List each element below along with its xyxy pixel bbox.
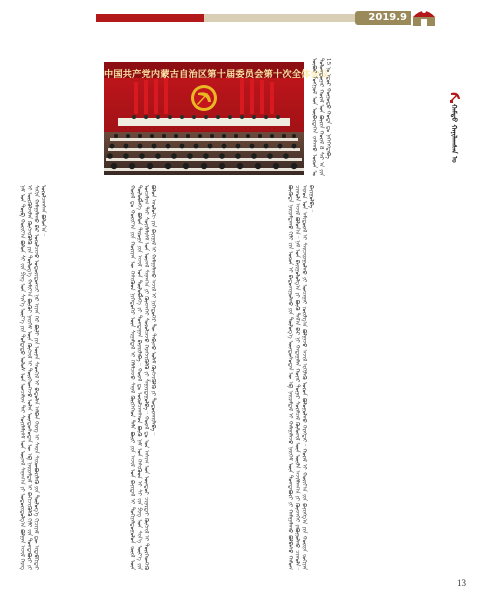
photo-caption: ᠦᠪᠦᠷ ᠮᠣᠩᠭᠣᠯ ᠤᠨ ᠥᠪᠡᠷᠲᠡᠭᠡᠨ ᠵᠠᠰᠠᠬᠤ ᠣᠷᠤᠨ ᠤ ᠳᠣᠯᠣᠭᠳᠤᠭᠠᠷ ᠬᠤᠷᠠᠯ ᠤᠨ ᠪᠦᠷᠢᠨ ᠬᠤᠷᠠᠯ 8 ᠰᠠᠷ ᠠ ᠶᠢᠨ 15 ᠨᠤ ᠡᠳᠦᠷ ᠬᠣᠭᠣᠳᠤ ᠬᠣᠲᠠ ᠳᠤ ᠨᠡᠭᠡᠭᠡᠭᠳᠡᠪᠡ (311, 58, 331, 176)
section-label (445, 90, 467, 163)
text-column-left: ᠨᠠᠮ ᠤᠨ ᠲᠥᠪ ᠬᠣᠷᠢᠶ᠎ᠠ ᠪᠣᠯᠣᠨ ᠰᠢ ᠵᠢᠨ ᠫᠢᠩ ᠤᠨ ᠰᠢᠨ᠎ᠡ ᠦᠶ᠎ᠡ ᠶᠢᠨ ᠳᠤᠮᠳᠠᠳᠤ ᠤᠯᠤᠰ ᠤᠨ ᠣᠨᠴᠠᠯᠢᠭ ᠲᠠᠢ ᠰᠤᠶᠢᠯᠠᠯᠢᠰᠮ ᠤᠨ ᠦᠵᠡᠯ ᠰᠠᠨᠠᠭ᠎ᠠ ᠶᠢ ᠤᠳᠤᠷᠢᠳᠤᠯᠭ᠎ᠠ ᠪᠣᠯᠭᠠᠨ ᠠᠵᠢᠯ ᠬᠡᠷᠡᠭ ᠢ ᠦᠷᠭᠦᠯᠵᠢᠯᠡᠨ ᠬᠥᠭᠵᠢᠭᠦᠯᠬᠦ ᠶᠢᠨ ᠲᠥᠯᠦᠭ᠎ᠡ ᠬᠠᠮᠢᠶ᠎ᠠ ᠪᠦᠬᠦᠢ ᠨᠡᠢᠭᠡᠮ ᠦᠨ ᠬᠥᠭᠵᠢᠯ ᠢ ᠲᠦᠷᠭᠡᠳᠬᠡᠵᠦ ᠣᠯᠠᠨ ᠦᠨᠳᠦᠰᠦᠲᠡᠨ ᠦ ᠡᠪ ᠨᠠᠢᠷᠠᠮᠳᠠᠯ ᠢ ᠪᠡᠬᠢᠵᠢᠭᠦᠯᠬᠦ ᠬᠢᠯᠢ ᠵᠢᠨ ᠲᠣᠭᠲᠠᠪᠤᠷᠢ ᠶᠢ ᠰᠠᠬᠢᠨ ᠬᠠᠮᠠᠭᠠᠯᠠᠬᠤ ᠪᠠᠷ ᠣᠷᠤᠯᠴᠠᠵᠤ ᠤᠳᠤᠷᠢᠳᠤᠭᠴᠢ ᠨᠠᠷ ᠢᠶᠠᠨ ᠭᠡᠷ ᠪᠦᠯᠢ ᠶᠢᠨ ᠦᠨᠡᠨ ᠰᠡᠳᠬᠢᠯ ᠢ ᠪᠠᠲᠤᠯᠠᠨ ᠠᠯᠪᠠᠨ ᠬᠡᠷᠡᠭ ᠢ ᠰᠠᠢᠨ ᠰᠢᠢᠳᠪᠦᠷᠢᠯᠡᠬᠦ ᠶᠢᠨ ᠲᠥᠯᠦᠭ᠎ᠡ ᠬᠢᠴᠢᠶᠡᠯ ᠳᠦ ᠢᠳᠡᠪᠬᠢᠲᠡᠶ ᠣᠷᠣᠯᠴᠠᠭᠰᠠᠨ ᠪᠣᠯᠤᠨ᠎ᠠ᠃ (19, 185, 46, 570)
text-column-middle: ᠬᠤᠷᠠᠯ ᠳᠤ ᠬᠣᠷᠢᠶ᠎ᠠ ᠶᠢᠨ ᠬᠣᠷᠢᠶᠠᠨ ᠦ ᠭᠡᠰᠢᠭᠦᠳ ᠨᠢᠭᠡᠳᠦᠭᠡᠷ ᠦᠨ ᠰᠢᠭᠠᠮᠳᠠᠯ ᠢ ᠬᠡᠯᠡᠯᠴᠡᠵᠦ ᠰᠠᠨᠠᠯ ᠬᠦᠷᠭᠡᠭᠡᠳ ᠲᠠᠯᠠ ᠪᠦᠷᠢ ᠶᠢᠨ ᠠᠵᠢᠯ ᠤᠨ ᠪᠠᠶᠢᠳᠠᠯ ᠢ ᠲᠣᠬᠢᠶᠠᠯᠳᠤᠭᠤᠯᠤᠨ ᠵᠦᠢᠯ ᠦᠨ ᠲᠥᠯᠦᠪᠯᠡᠭᠡ ᠪᠣᠯᠤᠨ ᠳᠠᠷᠤᠭᠠ ᠶᠢᠨ ᠠᠵᠢᠯ ᠤᠨ ᠲᠥᠯᠦᠪᠯᠡᠭᠡ ᠶᠢ ᠲᠣᠭᠲᠠᠭᠠᠨ ᠪᠠᠶᠠᠷᠢᠯᠠᠪᠠ᠃ ᠬᠤᠷᠠᠯ ᠳᠤ ᠣᠷᠤᠯᠴᠠᠭᠰᠠᠳ ᠪᠦᠬᠦ ᠨᠠᠮ ᠤᠨ ᠭᠡᠰᠢᠭᠦᠳ ᠢ ᠰᠢ ᠵᠢᠨ ᠫᠢᠩ ᠤᠨ ᠰᠢᠨ᠎ᠡ ᠦᠶ᠎ᠡ ᠶᠢᠨ ᠣᠨᠴᠠᠯᠢᠭ ᠲᠠᠢ ᠰᠤᠶᠢᠯᠠᠯᠢᠰᠮ ᠤᠨ ᠦᠵᠡᠯ ᠰᠠᠨᠠᠭ᠎ᠠ ᠶᠢ ᠭᠦᠨᠵᠡᠭᠡᠢ ᠰᠤᠷᠤᠯᠴᠠᠵᠤ ᠬᠡᠷᠡᠭᠵᠢᠭᠦᠯᠬᠦ ᠶᠢ ᠱᠠᠭᠠᠷᠳᠠᠭᠤᠯᠪᠠ᠃ ᠬᠤᠷᠠᠯ ᠳᠤ ᠡᠳ ᠠᠰᠢᠭ ᠤᠨ ᠥᠨᠳᠦᠷ ᠴᠢᠨᠠᠷᠲᠠᠢ ᠬᠥᠭᠵᠢᠯ ᠢ ᠲᠦᠷᠭᠡᠳᠬᠡᠬᠦ ᠪᠣᠯᠤᠨ ᠡᠬᠣᠯᠣᠭᠢ ᠶᠢᠨ ᠪᠠᠶᠢᠭᠠᠯ ᠢ ᠬᠠᠮᠠᠭᠠᠯᠠᠬᠤ ᠠᠵᠢᠯ ᠢ ᠨᠢᠭᠡᠳᠦᠭᠡᠷ ᠲᠦ ᠲᠠᠪᠢᠵᠤ ᠤᠯᠠᠮ ᠬᠥᠭᠵᠢᠭᠦᠯᠬᠦ ᠶᠢ ᠲᠣᠳᠣᠷᠬᠠᠢᠯᠠᠪᠠ᠃ (129, 185, 156, 570)
photo-banner-text: 中国共产党内蒙古自治区第十届委员会第十次全体会议 (104, 69, 330, 80)
section-title: ᠬᠠᠮᠲᠤ ᠬᠠᠨᠢᠯᠠᠭᠰᠠᠨ ᠤ (450, 104, 459, 163)
text-column-right: ᠪᠦᠭᠦᠳᠡ ᠨᠠᠢᠷᠠᠮᠳᠠᠬᠤ ᠬᠢᠯᠢ ᠵᠢᠨ ᠣᠷᠣᠨ ᠢ ᠪᠠᠲᠤᠵᠢᠭᠤᠯᠬᠤ ᠶᠢᠨ ᠲᠥᠯᠦᠭ᠎ᠡ ᠦᠨᠳᠦᠰᠦᠲᠡᠨ ᠦ ᠡᠪ ᠨᠠᠢᠷᠠᠮᠳᠠᠯ ᠢ ᠬᠠᠮᠠᠭᠠᠯᠠᠵᠤ ᠨᠡᠢᠭᠡᠮ ᠦᠨ ᠲᠣᠭᠲᠠᠪᠤᠷᠢ ᠶᠢ ᠬᠠᠮᠠᠭᠠᠯᠠᠬᠤ ᠪᠣᠯᠪᠠᠰᠤ ᠬᠠᠮᠤᠭ ᠴᠢᠬᠤᠯᠠ ᠠᠵᠢᠯ ᠪᠣᠯᠤᠨ᠎ᠠ᠃ ᠨᠠᠮ ᠤᠨ ᠪᠠᠶᠢᠭᠤᠯᠤᠯᠭ᠎ᠠ ᠶᠢ ᠪᠦᠬᠦ ᠲᠠᠯ᠎ᠠ ᠪᠠᠷ ᠨᠢ ᠬᠠᠳᠠᠭᠠᠯᠠᠨ ᠬᠣᠶᠠᠷ ᠳᠤᠭᠠᠷ ᠰᠤᠷᠠᠯᠴᠠᠯ ᠬᠦᠮᠦᠵᠢᠯ ᠦᠨ ᠦᠢᠯᠡ ᠠᠵᠢᠯᠯᠠᠭ᠎ᠠ ᠶᠢ ᠭᠦᠨᠵᠡᠭᠡᠢ ᠶᠠᠪᠤᠭᠤᠯᠬᠤ ᠴᠢᠬᠤᠯᠠ᠃ ᠠᠷᠠᠳ ᠤᠨ ᠠᠮᠢᠳᠤᠷᠠᠯ ᠢ ᠰᠠᠢᠵᠢᠷᠠᠭᠤᠯᠬᠤ ᠶᠢ ᠣᠨᠴᠠᠭᠠᠢ ᠵᠣᠷᠢᠯᠭ᠎ᠠ ᠪᠣᠯᠭᠠᠵᠤ ᠠᠵᠢᠯ ᠡᠷᠬᠢᠯᠡᠬᠦ ᠣᠷᠣᠨ ᠪᠣᠯᠤᠭᠤᠯᠬᠤ ᠬᠡᠷᠡᠭᠲᠡᠢ᠃ ᠬᠤᠷᠠᠯ ᠢ ᠬᠣᠷᠢᠶ᠎ᠠ ᠶᠢᠨ ᠪᠠᠶᠢᠩᠭ᠎ᠠ ᠶᠢᠨ ᠬᠣᠷᠢᠶᠠ ᠵᠣᠬᠢᠶᠠᠨ ᠪᠠᠶᠢᠭᠤᠯᠪᠠ᠃ (287, 185, 314, 570)
party-emblem-icon (448, 90, 462, 104)
header-strip-light (204, 14, 355, 22)
issue-tab (355, 11, 411, 25)
yurt-logo-icon (411, 4, 437, 28)
issue-label: 2019.9 (368, 12, 407, 23)
page-number: 13 (457, 578, 466, 588)
header-strip-red (96, 14, 204, 22)
